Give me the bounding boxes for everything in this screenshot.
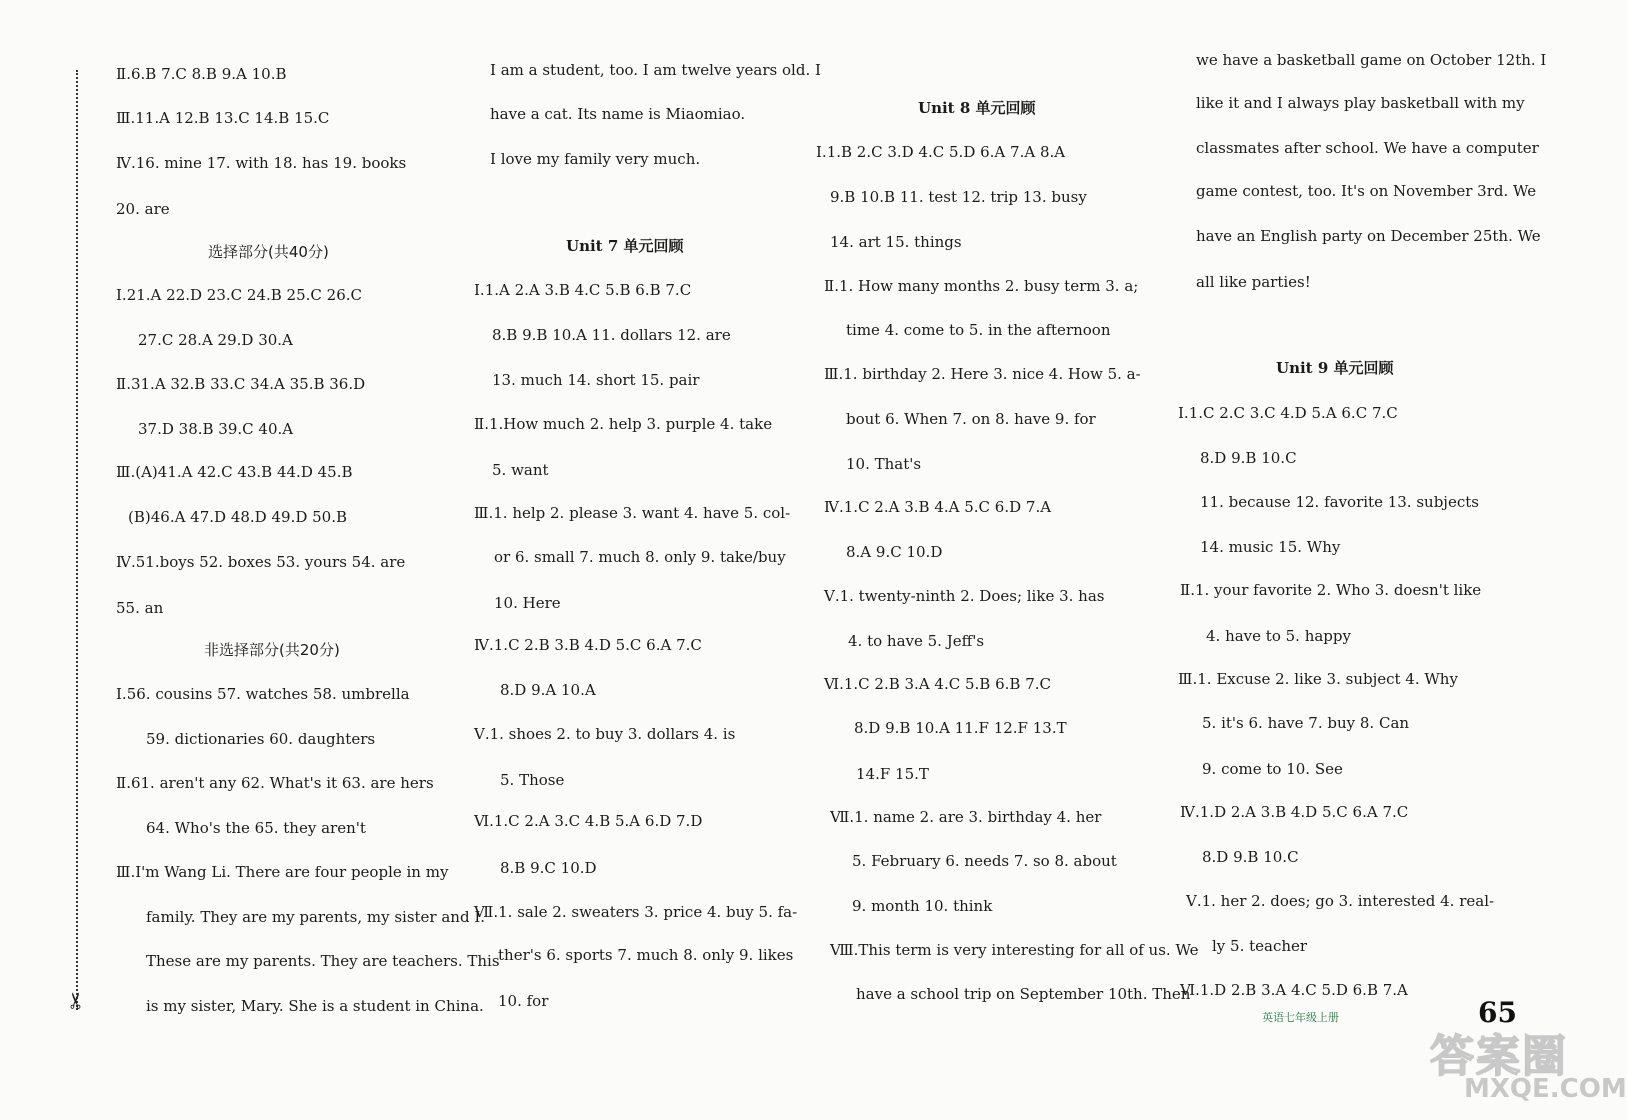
- answer-line: 14. music 15. Why: [1200, 538, 1341, 556]
- answer-line: Ⅱ.31.A 32.B 33.C 34.A 35.B 36.D: [116, 375, 366, 393]
- answer-line: time 4. come to 5. in the afternoon: [846, 321, 1111, 339]
- answer-line: 8.A 9.C 10.D: [846, 543, 943, 561]
- answer-line: Ⅲ.1. Excuse 2. like 3. subject 4. Why: [1178, 670, 1458, 688]
- answer-line: 14. art 15. things: [830, 233, 962, 251]
- answer-line: 4. have to 5. happy: [1206, 627, 1351, 645]
- answer-line: game contest, too. It's on November 3rd. We: [1196, 182, 1537, 200]
- answer-line: I love my family very much.: [490, 150, 701, 168]
- answer-line: Ⅷ.This term is very interesting for all of us. We: [830, 941, 1199, 959]
- answer-line: 64. Who's the 65. they aren't: [146, 819, 366, 837]
- answer-line: 5. February 6. needs 7. so 8. about: [852, 852, 1117, 870]
- answer-line: 5. Those: [500, 771, 565, 789]
- answer-line: Ⅳ.1.C 2.B 3.B 4.D 5.C 6.A 7.C: [474, 636, 702, 654]
- answer-line: Ⅴ.1. twenty-ninth 2. Does; like 3. has: [824, 587, 1105, 605]
- unit-heading: Unit 7 单元回顾: [566, 237, 684, 255]
- answer-line: Ⅳ.1.D 2.A 3.B 4.D 5.C 6.A 7.C: [1180, 803, 1409, 821]
- answer-line: Ⅵ.1.C 2.B 3.A 4.C 5.B 6.B 7.C: [824, 675, 1051, 693]
- answer-line: 55. an: [116, 599, 164, 617]
- answer-line: Ⅰ.1.B 2.C 3.D 4.C 5.D 6.A 7.A 8.A: [816, 143, 1066, 161]
- answer-line: Ⅲ.1. birthday 2. Here 3. nice 4. How 5. a-: [824, 365, 1141, 383]
- watermark-url: MXQE.COM: [1464, 1074, 1627, 1104]
- watermark-logo-text: 答案圈: [1430, 1031, 1568, 1082]
- answer-line: 20. are: [116, 200, 170, 218]
- answer-line: Ⅶ.1. name 2. are 3. birthday 4. her: [830, 808, 1102, 826]
- book-title-footer: 英语七年级上册: [1262, 1011, 1339, 1024]
- answer-line: 9.B 10.B 11. test 12. trip 13. busy: [830, 188, 1087, 206]
- answer-line: 14.F 15.T: [856, 765, 929, 783]
- answer-line: 37.D 38.B 39.C 40.A: [138, 420, 294, 438]
- answer-line: Ⅰ.56. cousins 57. watches 58. umbrella: [116, 685, 410, 703]
- unit-heading: Unit 9 单元回顾: [1276, 359, 1394, 377]
- answer-line: Ⅱ.1. your favorite 2. Who 3. doesn't like: [1180, 581, 1482, 599]
- page-number: 65: [1478, 996, 1517, 1029]
- answer-line: Ⅵ.1.D 2.B 3.A 4.C 5.D 6.B 7.A: [1180, 981, 1408, 999]
- answer-line: all like parties!: [1196, 273, 1311, 291]
- answer-line: ly 5. teacher: [1212, 937, 1308, 955]
- answer-line: Ⅳ.16. mine 17. with 18. has 19. books: [116, 154, 407, 172]
- answer-line: Ⅳ.51.boys 52. boxes 53. yours 54. are: [116, 553, 406, 571]
- answer-line: Ⅱ.61. aren't any 62. What's it 63. are hers: [116, 774, 434, 792]
- answer-line: I am a student, too. I am twelve years old. I: [490, 61, 821, 79]
- answer-line: Ⅱ.1.How much 2. help 3. purple 4. take: [474, 415, 773, 433]
- answer-line: 8.D 9.B 10.A 11.F 12.F 13.T: [854, 719, 1067, 737]
- answer-line: Ⅲ.I'm Wang Li. There are four people in my: [116, 863, 449, 881]
- answer-line: 8.B 9.B 10.A 11. dollars 12. are: [492, 326, 731, 344]
- answer-line: 59. dictionaries 60. daughters: [146, 730, 376, 748]
- watermark: [1420, 1020, 1627, 1110]
- answer-line: Ⅵ.1.C 2.A 3.C 4.B 5.A 6.D 7.D: [474, 812, 703, 830]
- answer-line: like it and I always play basketball with my: [1196, 94, 1525, 112]
- answer-line: 10. for: [498, 992, 549, 1010]
- answer-line: 8.B 9.C 10.D: [500, 859, 597, 877]
- answer-line: 5. want: [492, 461, 549, 479]
- answer-line: Ⅱ.1. How many months 2. busy term 3. a;: [824, 277, 1139, 295]
- section-heading: 选择部分(共40分): [208, 243, 329, 261]
- answer-line: 10. That's: [846, 455, 922, 473]
- answer-line: Ⅴ.1. her 2. does; go 3. interested 4. real-: [1186, 892, 1495, 910]
- answer-line: Ⅲ.11.A 12.B 13.C 14.B 15.C: [116, 109, 330, 127]
- answer-line: or 6. small 7. much 8. only 9. take/buy: [494, 548, 786, 566]
- answer-line: have an English party on December 25th. We: [1196, 227, 1541, 245]
- answer-line: 8.D 9.A 10.A: [500, 681, 596, 699]
- answer-line: 8.D 9.B 10.C: [1200, 449, 1297, 467]
- answer-line: is my sister, Mary. She is a student in China.: [146, 997, 484, 1015]
- answer-line: 27.C 28.A 29.D 30.A: [138, 331, 293, 349]
- answer-line: have a school trip on September 10th. Then: [856, 985, 1191, 1003]
- answer-line: 9. month 10. think: [852, 897, 993, 915]
- answer-line: Ⅴ.1. shoes 2. to buy 3. dollars 4. is: [474, 725, 736, 743]
- unit-heading: Unit 8 单元回顾: [918, 99, 1036, 117]
- answer-line: Ⅰ.1.A 2.A 3.B 4.C 5.B 6.B 7.C: [474, 281, 692, 299]
- answer-line: Ⅲ.1. help 2. please 3. want 4. have 5. col-: [474, 504, 791, 522]
- answer-line: Ⅰ.1.C 2.C 3.C 4.D 5.A 6.C 7.C: [1178, 404, 1398, 422]
- cut-line: [76, 70, 78, 1010]
- answer-line: 8.D 9.B 10.C: [1202, 848, 1299, 866]
- scissors-icon: ✂: [64, 991, 90, 1010]
- answer-line: we have a basketball game on October 12th. I: [1196, 51, 1547, 69]
- answer-line: Ⅲ.(A)41.A 42.C 43.B 44.D 45.B: [116, 463, 353, 481]
- answer-line: Ⅱ.6.B 7.C 8.B 9.A 10.B: [116, 65, 287, 83]
- answer-line: 4. to have 5. Jeff's: [848, 632, 985, 650]
- answer-line: 10. Here: [494, 594, 561, 612]
- answer-line: bout 6. When 7. on 8. have 9. for: [846, 410, 1096, 428]
- section-heading: 非选择部分(共20分): [204, 641, 340, 659]
- answer-line: Ⅳ.1.C 2.A 3.B 4.A 5.C 6.D 7.A: [824, 498, 1052, 516]
- answer-line: These are my parents. They are teachers. This: [146, 952, 500, 970]
- answer-line: 11. because 12. favorite 13. subjects: [1200, 493, 1479, 511]
- answer-line: 5. it's 6. have 7. buy 8. Can: [1202, 714, 1410, 732]
- answer-line: classmates after school. We have a computer: [1196, 139, 1539, 157]
- answer-line: Ⅰ.21.A 22.D 23.C 24.B 25.C 26.C: [116, 286, 362, 304]
- answer-line: 9. come to 10. See: [1202, 760, 1343, 778]
- answer-line: (B)46.A 47.D 48.D 49.D 50.B: [128, 508, 348, 526]
- answer-line: have a cat. Its name is Miaomiao.: [490, 105, 746, 123]
- answer-line: Ⅶ.1. sale 2. sweaters 3. price 4. buy 5. fa-: [474, 903, 798, 921]
- answer-line: ther's 6. sports 7. much 8. only 9. likes: [498, 946, 794, 964]
- answer-line: family. They are my parents, my sister and I.: [146, 908, 486, 926]
- answer-line: 13. much 14. short 15. pair: [492, 371, 700, 389]
